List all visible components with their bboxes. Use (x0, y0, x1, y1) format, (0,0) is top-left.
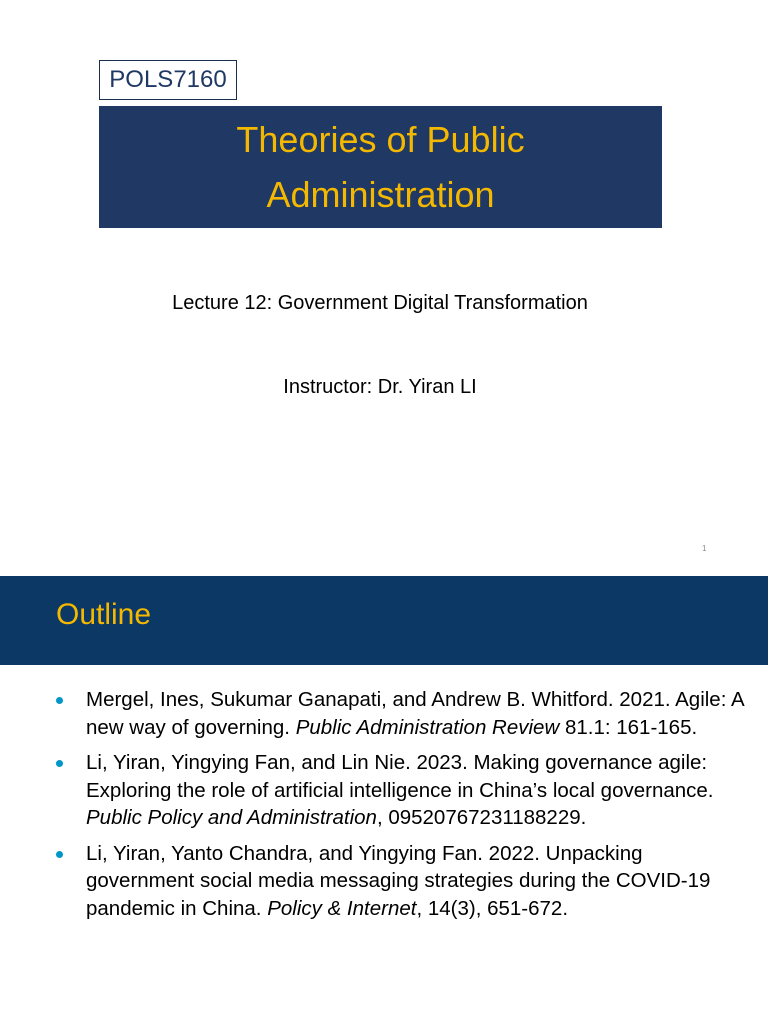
reference-item (56, 749, 746, 832)
reference-text: Li, Yiran, Yanto Chandra, and Yingying Fan. 2022. Unpacking government social media messaging strategies during the COVID-19 pandemic in China. (86, 841, 711, 920)
lecture-subtitle: Lecture 12: Government Digital Transformation (172, 292, 588, 314)
title-line-1: Theories of Public (236, 119, 525, 160)
reference-details: 81.1: 161-165. (559, 715, 698, 739)
reference-list (56, 686, 746, 930)
outline-heading: Outline (56, 598, 152, 631)
reference-item (56, 686, 746, 741)
reference-details: , 14(3), 651-672. (416, 896, 569, 920)
course-code-box: POLS7160 (99, 60, 237, 100)
outline-header-bar (0, 576, 768, 665)
title-line-2: Administration (266, 174, 495, 215)
reference-journal: Policy & Internet (267, 896, 417, 920)
page-number: 1 (702, 544, 707, 553)
reference-journal: Public Administration Review (295, 715, 560, 739)
title-banner (99, 106, 662, 228)
reference-details: , 09520767231188229. (376, 806, 587, 829)
bullet-icon (56, 760, 63, 767)
bullet-icon (56, 697, 63, 704)
reference-text: Mergel, Ines, Sukumar Ganapati, and Andrew B. Whitford. 2021. Agile: A new way of governing. (86, 688, 744, 739)
reference-item (56, 840, 746, 923)
reference-text: Li, Yiran, Yingying Fan, and Lin Nie. 2023. Making governance agile: Exploring the role of artificial intelligence in China’s local governance. (86, 751, 714, 802)
instructor-name: Instructor: Dr. Yiran LI (283, 376, 477, 398)
bullet-icon (56, 851, 63, 858)
outline-slide (0, 576, 768, 1024)
reference-journal: Public Policy and Administration (86, 806, 377, 829)
